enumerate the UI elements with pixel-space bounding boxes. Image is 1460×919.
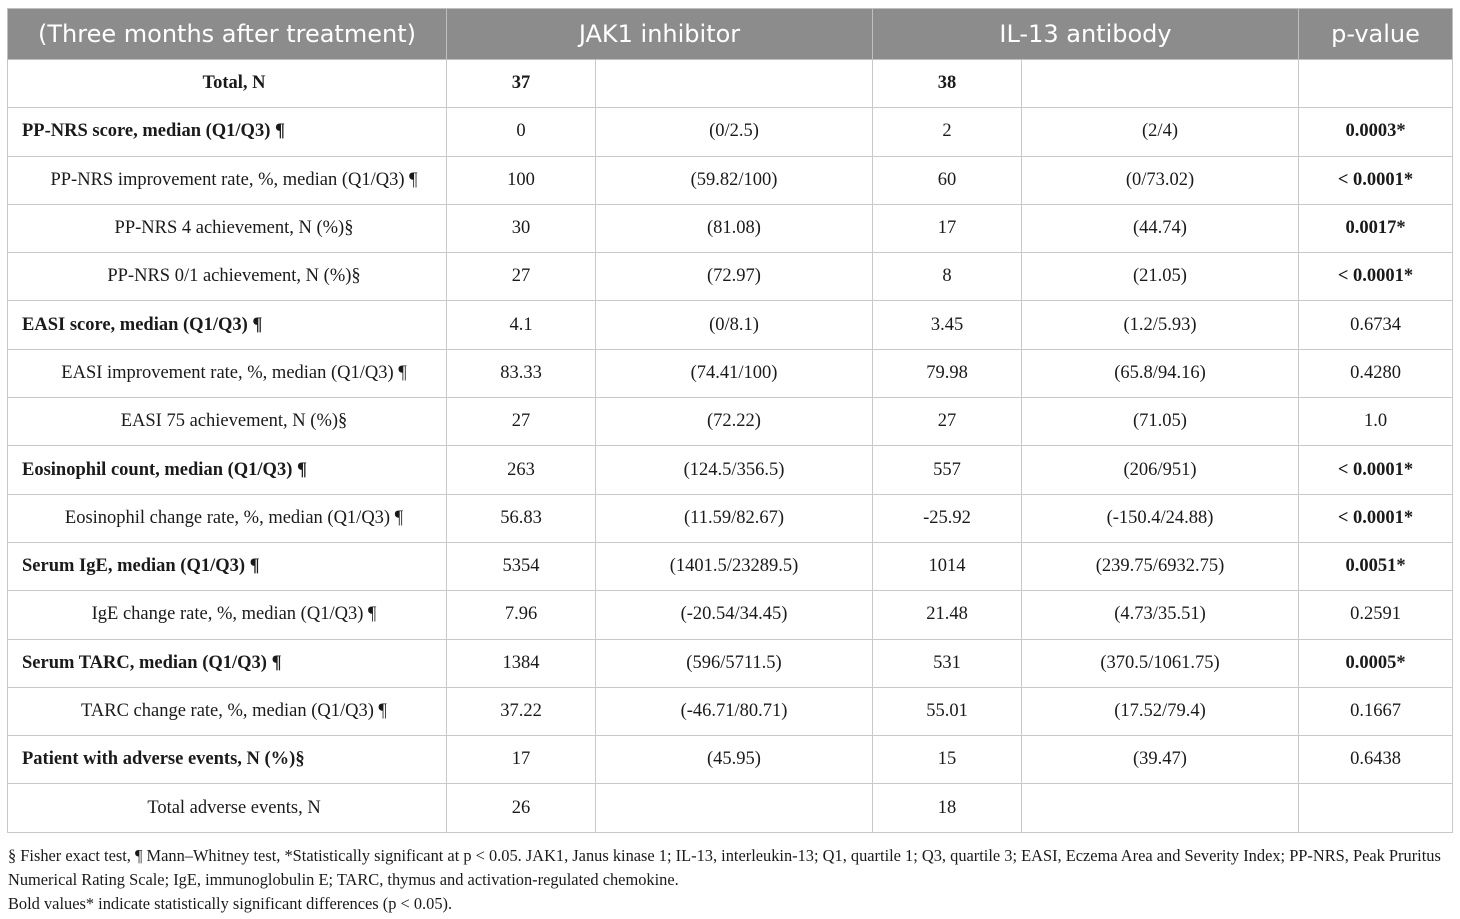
jak1-iqr: (45.95) bbox=[596, 736, 873, 784]
il13-iqr: (1.2/5.93) bbox=[1022, 301, 1299, 349]
jak1-value: 4.1 bbox=[447, 301, 596, 349]
jak1-iqr: (0/2.5) bbox=[596, 108, 873, 156]
table-row bbox=[8, 784, 1453, 832]
p-value: < 0.0001* bbox=[1299, 156, 1453, 204]
jak1-value: 27 bbox=[447, 398, 596, 446]
il13-iqr: (-150.4/24.88) bbox=[1022, 494, 1299, 542]
jak1-iqr: (11.59/82.67) bbox=[596, 494, 873, 542]
jak1-value: 37 bbox=[447, 60, 596, 108]
row-label: Eosinophil count, median (Q1/Q3) ¶ bbox=[8, 446, 447, 494]
table-row bbox=[8, 301, 1453, 349]
jak1-iqr bbox=[596, 784, 873, 832]
p-value: 0.1667 bbox=[1299, 687, 1453, 735]
p-value: 0.0017* bbox=[1299, 204, 1453, 252]
table-row bbox=[8, 446, 1453, 494]
footnote-abbreviations: § Fisher exact test, ¶ Mann–Whitney test, *Statistically significant at p < 0.05. JAK1, Janus kinase 1; IL-13, interleukin-13; Q1, quartile 1; Q3, quartile 3; EASI, Eczema Area and Severity Index; PP-NRS, Peak Pruritus Numerical Rating Scale; IgE, immunoglobulin E; TARC, thymus and activation-regulated chemokine. bbox=[8, 846, 1441, 889]
p-value: 0.6438 bbox=[1299, 736, 1453, 784]
il13-iqr bbox=[1022, 60, 1299, 108]
p-value: < 0.0001* bbox=[1299, 494, 1453, 542]
jak1-value: 30 bbox=[447, 204, 596, 252]
row-label: EASI 75 achievement, N (%)§ bbox=[8, 398, 447, 446]
jak1-value: 17 bbox=[447, 736, 596, 784]
row-label: Total, N bbox=[8, 60, 447, 108]
jak1-iqr: (0/8.1) bbox=[596, 301, 873, 349]
il13-iqr: (0/73.02) bbox=[1022, 156, 1299, 204]
table-row bbox=[8, 349, 1453, 397]
row-label: TARC change rate, %, median (Q1/Q3) ¶ bbox=[8, 687, 447, 735]
p-value bbox=[1299, 784, 1453, 832]
jak1-iqr: (72.97) bbox=[596, 253, 873, 301]
p-value: < 0.0001* bbox=[1299, 253, 1453, 301]
jak1-value: 1384 bbox=[447, 639, 596, 687]
footnote-bold-note: Bold values* indicate statistically significant differences (p < 0.05). bbox=[8, 894, 453, 913]
p-value: 0.4280 bbox=[1299, 349, 1453, 397]
jak1-value: 7.96 bbox=[447, 591, 596, 639]
il13-value: 60 bbox=[873, 156, 1022, 204]
row-label: Serum TARC, median (Q1/Q3) ¶ bbox=[8, 639, 447, 687]
row-label: Patient with adverse events, N (%)§ bbox=[8, 736, 447, 784]
header-timepoint: (Three months after treatment) bbox=[8, 9, 447, 60]
jak1-iqr: (-46.71/80.71) bbox=[596, 687, 873, 735]
il13-value: 79.98 bbox=[873, 349, 1022, 397]
jak1-iqr: (72.22) bbox=[596, 398, 873, 446]
jak1-value: 0 bbox=[447, 108, 596, 156]
p-value: < 0.0001* bbox=[1299, 446, 1453, 494]
jak1-value: 37.22 bbox=[447, 687, 596, 735]
row-label: PP-NRS score, median (Q1/Q3) ¶ bbox=[8, 108, 447, 156]
il13-value: -25.92 bbox=[873, 494, 1022, 542]
jak1-value: 26 bbox=[447, 784, 596, 832]
p-value bbox=[1299, 60, 1453, 108]
jak1-value: 100 bbox=[447, 156, 596, 204]
p-value: 0.0003* bbox=[1299, 108, 1453, 156]
jak1-iqr: (81.08) bbox=[596, 204, 873, 252]
il13-iqr: (17.52/79.4) bbox=[1022, 687, 1299, 735]
row-label: Serum IgE, median (Q1/Q3) ¶ bbox=[8, 542, 447, 590]
table-row bbox=[8, 108, 1453, 156]
p-value: 0.0051* bbox=[1299, 542, 1453, 590]
jak1-iqr: (1401.5/23289.5) bbox=[596, 542, 873, 590]
il13-value: 2 bbox=[873, 108, 1022, 156]
il13-iqr: (370.5/1061.75) bbox=[1022, 639, 1299, 687]
il13-iqr: (71.05) bbox=[1022, 398, 1299, 446]
jak1-iqr: (59.82/100) bbox=[596, 156, 873, 204]
p-value: 1.0 bbox=[1299, 398, 1453, 446]
table-row bbox=[8, 253, 1453, 301]
table-row bbox=[8, 60, 1453, 108]
il13-value: 15 bbox=[873, 736, 1022, 784]
row-label: PP-NRS 0/1 achievement, N (%)§ bbox=[8, 253, 447, 301]
il13-value: 38 bbox=[873, 60, 1022, 108]
table-body bbox=[8, 60, 1453, 833]
row-label: Total adverse events, N bbox=[8, 784, 447, 832]
header-p-value: p-value bbox=[1299, 9, 1453, 60]
il13-value: 531 bbox=[873, 639, 1022, 687]
table-row bbox=[8, 156, 1453, 204]
table-row bbox=[8, 542, 1453, 590]
il13-iqr: (206/951) bbox=[1022, 446, 1299, 494]
jak1-value: 5354 bbox=[447, 542, 596, 590]
table-row bbox=[8, 204, 1453, 252]
row-label: IgE change rate, %, median (Q1/Q3) ¶ bbox=[8, 591, 447, 639]
results-table-container bbox=[7, 8, 1452, 833]
jak1-value: 263 bbox=[447, 446, 596, 494]
il13-iqr: (4.73/35.51) bbox=[1022, 591, 1299, 639]
jak1-iqr: (124.5/356.5) bbox=[596, 446, 873, 494]
row-label: PP-NRS improvement rate, %, median (Q1/Q3) ¶ bbox=[8, 156, 447, 204]
row-label: EASI score, median (Q1/Q3) ¶ bbox=[8, 301, 447, 349]
il13-value: 17 bbox=[873, 204, 1022, 252]
jak1-value: 83.33 bbox=[447, 349, 596, 397]
il13-iqr: (2/4) bbox=[1022, 108, 1299, 156]
table-row bbox=[8, 639, 1453, 687]
table-header-row bbox=[8, 9, 1453, 60]
il13-iqr: (39.47) bbox=[1022, 736, 1299, 784]
jak1-value: 56.83 bbox=[447, 494, 596, 542]
row-label: Eosinophil change rate, %, median (Q1/Q3) ¶ bbox=[8, 494, 447, 542]
table-row bbox=[8, 591, 1453, 639]
table-row bbox=[8, 398, 1453, 446]
il13-value: 3.45 bbox=[873, 301, 1022, 349]
p-value: 0.0005* bbox=[1299, 639, 1453, 687]
jak1-iqr bbox=[596, 60, 873, 108]
header-jak1-inhibitor: JAK1 inhibitor bbox=[447, 9, 873, 60]
il13-iqr: (44.74) bbox=[1022, 204, 1299, 252]
row-label: PP-NRS 4 achievement, N (%)§ bbox=[8, 204, 447, 252]
jak1-iqr: (-20.54/34.45) bbox=[596, 591, 873, 639]
p-value: 0.2591 bbox=[1299, 591, 1453, 639]
table-row bbox=[8, 687, 1453, 735]
il13-iqr: (21.05) bbox=[1022, 253, 1299, 301]
row-label: EASI improvement rate, %, median (Q1/Q3) ¶ bbox=[8, 349, 447, 397]
il13-iqr bbox=[1022, 784, 1299, 832]
header-il13-antibody: IL-13 antibody bbox=[873, 9, 1299, 60]
results-table bbox=[7, 8, 1453, 833]
jak1-iqr: (74.41/100) bbox=[596, 349, 873, 397]
il13-value: 21.48 bbox=[873, 591, 1022, 639]
p-value: 0.6734 bbox=[1299, 301, 1453, 349]
table-row bbox=[8, 736, 1453, 784]
il13-value: 27 bbox=[873, 398, 1022, 446]
il13-value: 8 bbox=[873, 253, 1022, 301]
table-row bbox=[8, 494, 1453, 542]
jak1-iqr: (596/5711.5) bbox=[596, 639, 873, 687]
il13-value: 557 bbox=[873, 446, 1022, 494]
il13-value: 55.01 bbox=[873, 687, 1022, 735]
il13-iqr: (65.8/94.16) bbox=[1022, 349, 1299, 397]
jak1-value: 27 bbox=[447, 253, 596, 301]
il13-value: 18 bbox=[873, 784, 1022, 832]
il13-value: 1014 bbox=[873, 542, 1022, 590]
table-footnote bbox=[8, 844, 1456, 916]
il13-iqr: (239.75/6932.75) bbox=[1022, 542, 1299, 590]
